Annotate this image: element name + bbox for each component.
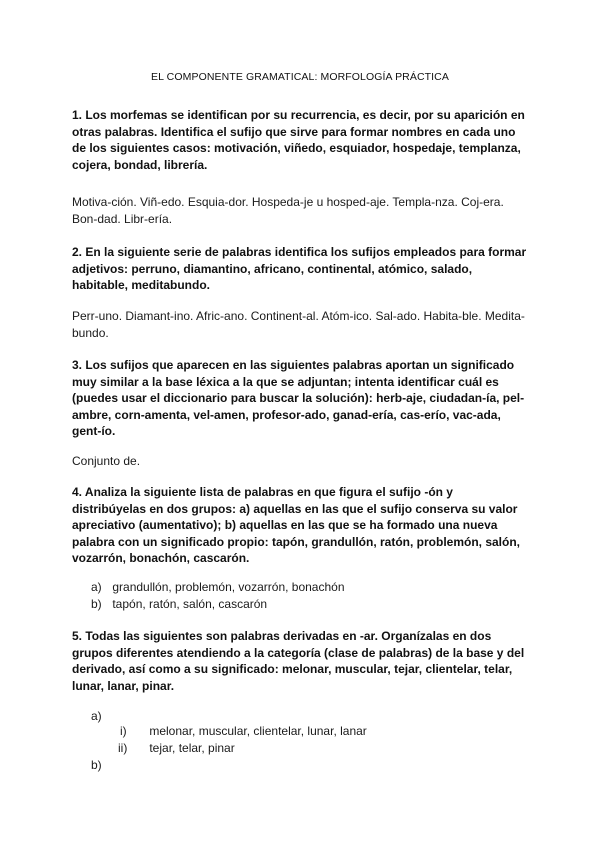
question-1: 1. Los morfemas se identifican por su recurrencia, es decir, por su aparición en otras palabras. Identifica el sufijo que sirve para formar nombres en cada uno de los siguientes casos: motivación, viñedo, esquiador, hospedaje, templanza, cojera, bondad, librería.: [72, 108, 525, 172]
document-title: EL COMPONENTE GRAMATICAL: MORFOLOGÍA PRÁCTICA: [151, 71, 449, 83]
sub-list-marker: ii): [118, 741, 128, 755]
question-2: 2. En la siguiente serie de palabras identifica los sufijos empleados para formar adjetivos: perruno, diamantino, africano, continental, atómico, salado, habitable, meditabundo.: [72, 245, 527, 292]
question-3: 3. Los sufijos que aparecen en las siguientes palabras aportan un significado muy similar a la base léxica a la que se adjuntan; intenta identificar cuál es (puedes usar el diccionario para buscar la solución): herb-aje, ciudadan-ía, pel-ambre, corn-amenta, vel-amen, profesor-ado, ganad-ería, cas-erío, vac-ada, gent-ío.: [72, 358, 525, 438]
sub-list-item-text: melonar, muscular, clientelar, lunar, lanar: [149, 724, 367, 738]
answer-1: Motiva-ción. Viñ-edo. Esquia-dor. Hospeda-je u hosped-aje. Templa-nza. Coj-era. Bon-dad. Libr-ería.: [72, 195, 504, 226]
sub-list-item: [120, 723, 367, 740]
answer-2: Perr-uno. Diamant-ino. Afric-ano. Continent-al. Atóm-ico. Sal-ado. Habita-ble. Medita-bundo.: [72, 309, 525, 340]
list-marker: a): [91, 580, 102, 594]
sub-list-item-text: tejar, telar, pinar: [149, 741, 235, 755]
sub-list-item: [118, 740, 235, 757]
answer-3: Conjunto de.: [72, 454, 141, 468]
question-5: 5. Todas las siguientes son palabras derivadas en -ar. Organízalas en dos grupos diferentes atendiendo a la categoría (clase de palabras) de la base y del derivado, así como a su significado: melonar, muscular, tejar, clientelar, telar, lunar, lanar, pinar.: [72, 629, 525, 693]
list-item-text: grandullón, problemón, vozarrón, bonachón: [112, 580, 345, 594]
list-item: [91, 579, 345, 596]
list-marker-a: a): [91, 709, 102, 723]
list-marker-b: b): [91, 758, 102, 772]
list-item: [91, 596, 267, 613]
question-4: 4. Analiza la siguiente lista de palabras en que figura el sufijo -ón y distribúyelas en dos grupos: a) aquellas en las que el sufijo conserva su valor apreciativo (aumentativo); b) aquellas en las que se ha formado una nueva palabra con un significado propio: tapón, grandullón, ratón, problemón, salón, vozarrón, bonachón, cascarón.: [72, 485, 521, 565]
sub-list-marker: i): [120, 724, 127, 738]
list-marker: b): [91, 597, 102, 611]
list-item-text: tapón, ratón, salón, cascarón: [112, 597, 268, 611]
